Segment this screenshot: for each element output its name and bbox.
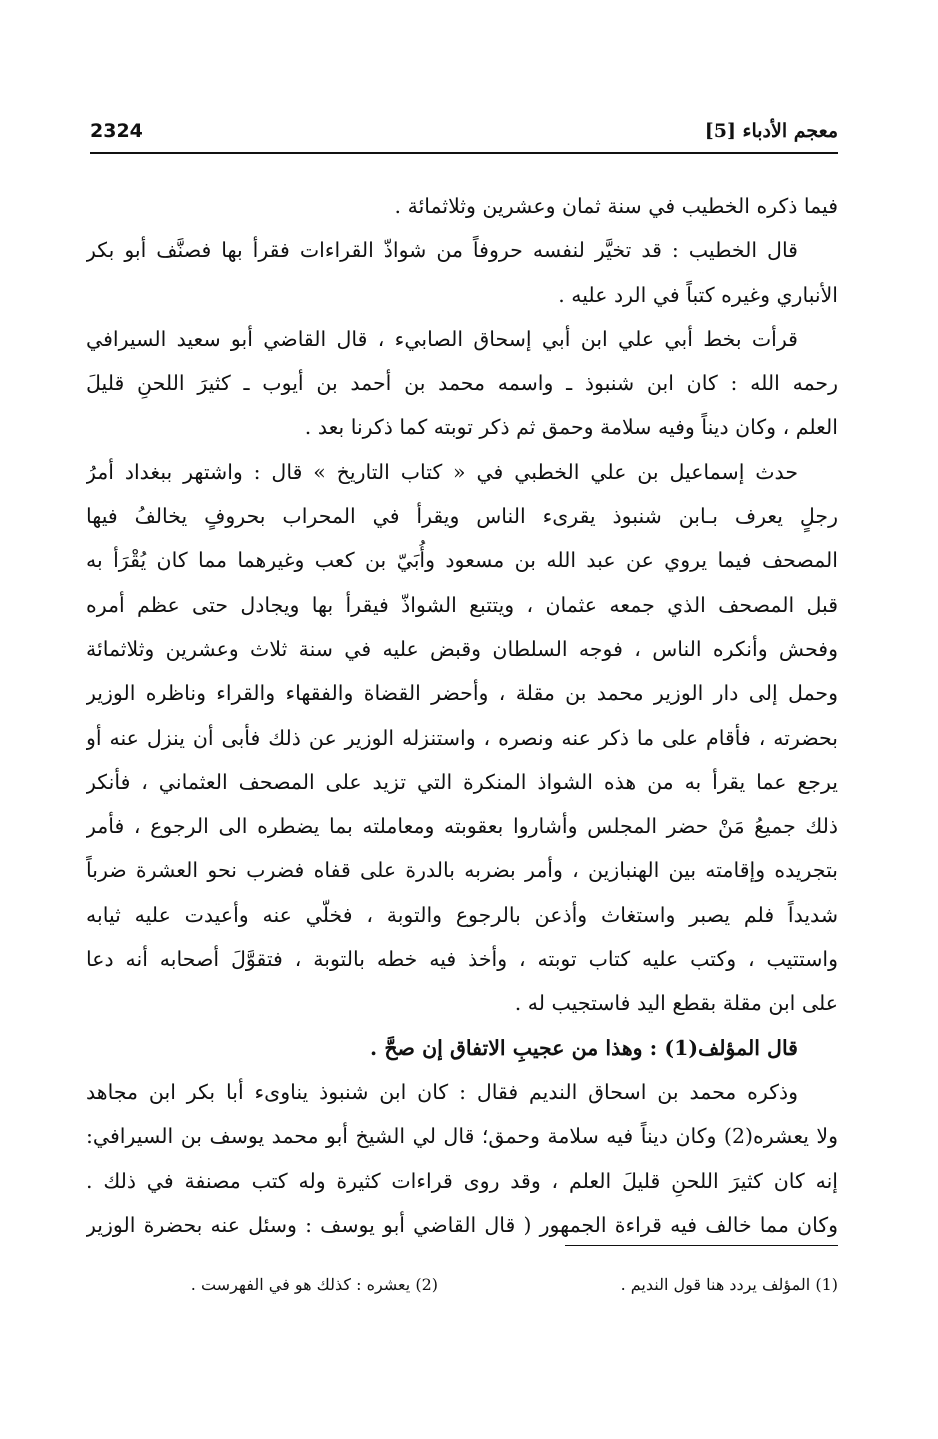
text-line: يرجع عما يقرأ به من هذه الشواذ المنكرة التي تزيد على المصحف العثماني ، فأنكر <box>86 769 838 794</box>
text-line: قبل المصحف الذي جمعه عثمان ، ويتتبع الشواذّ فيقرأ بها ويجادل حتى عظم أمره <box>86 592 838 617</box>
text-line: ذلك جميعُ مَنْ حضر المجلس وأشاروا بعقوبته ومعاملته بما يضطره الى الرجوع ، فأمر <box>86 814 838 839</box>
footnote-1: (1) المؤلف يردد هنا قول النديم . <box>620 1275 838 1294</box>
text-line: على ابن مقلة بقطع اليد فاستجيب له . <box>514 991 838 1016</box>
text-line: قال الخطيب : قد تخيَّر لنفسه حروفاً من شواذّ القراءات فقرأ بها فصنَّف أبو بكر <box>86 238 798 263</box>
text-line: قرأت بخط أبي علي ابن أبي إسحاق الصابيء ، قال القاضي أبو سعيد السيرافي <box>86 326 798 351</box>
book-title: معجم الأدباء [5] <box>704 120 838 142</box>
text-line: واستتيب ، وكتب عليه كتاب توبته ، وأخذ فيه خطه بالتوبة ، فتقوَّلَ أصحابه أنه دعا <box>86 947 838 972</box>
text-line: ولا يعشره(2) وكان ديناً فيه سلامة وحمق؛ قال لي الشيخ أبو محمد يوسف بن السيرافي: <box>86 1124 838 1149</box>
text-line: وفحش وأنكره الناس ، فوجه السلطان وقبض عليه في سنة ثلاث وعشرين وثلاثمائة <box>86 636 838 661</box>
footnote-2: (2) يعشره : كذلك هو في الفهرست . <box>190 1275 438 1294</box>
text-line: وذكره محمد بن اسحاق النديم فقال : كان ابن شنبوذ يناوىء أبا بكر ابن مجاهد <box>86 1079 798 1104</box>
text-line: بتجريده وإقامته بين الهنبازين ، وأمر بضربه بالدرة على قفاه فضرب نحو العشرة ضرباً <box>86 858 838 883</box>
header-rule <box>90 152 838 154</box>
running-header <box>90 118 838 148</box>
text-line: الأنباري وغيره كتباً في الرد عليه . <box>558 282 838 307</box>
page-number: 2324 <box>90 120 143 142</box>
text-line: شديداً فلم يصبر واستغاث وأذعن بالرجوع والتوبة ، فخلّي عنه وأعيدت عليه ثيابه <box>86 902 838 927</box>
text-line: إنه كان كثيرَ اللحنِ قليلَ العلم ، وقد روى قراءات كثيرة وله كتب مصنفة في ذلك . <box>86 1168 838 1193</box>
footnote-rule <box>565 1245 838 1246</box>
footnotes <box>90 1275 838 1305</box>
text-line: وحمل إلى دار الوزير محمد بن مقلة ، وأحضر القضاة والفقهاء والقراء وناظره الوزير <box>86 681 838 706</box>
text-line: وكان مما خالف فيه قراءة الجمهور ( قال القاضي أبو يوسف : وسئل عنه بحضرة الوزير <box>86 1212 838 1237</box>
text-line: فيما ذكره الخطيب في سنة ثمان وعشرين وثلاثمائة . <box>394 194 838 218</box>
body-text <box>86 184 838 1247</box>
text-line: المصحف فيما يروي عن عبد الله بن مسعود وأُبَيّ بن كعب وغيرهما مما كان يُقْرَأ به <box>86 548 838 573</box>
text-line: العلم ، وكان ديناً وفيه سلامة وحمق ثم ذكر توبته كما ذكرنا بعد . <box>304 415 838 440</box>
author-note-line: قال المؤلف(1) : وهذا من عجيبِ الاتفاق إن صحَّ . <box>370 1035 798 1060</box>
text-line: رحمه الله : كان ابن شنبوذ ـ واسمه محمد بن أحمد بن أيوب ـ كثيرَ اللحنِ قليلَ <box>86 371 838 396</box>
text-line: رجلٍ يعرف بـابن شنبوذ يقرىء الناس ويقرأ في المحراب بحروفٍ يخالفُ فيها <box>86 504 838 529</box>
text-line: بحضرته ، فأقام على ما ذكر عنه ونصره ، واستنزله الوزير عن ذلك فأبى أن ينزل عنه أو <box>86 725 838 750</box>
text-line: حدث إسماعيل بن علي الخطبي في « كتاب التاريخ » قال : واشتهر ببغداد أمرُ <box>86 459 798 484</box>
